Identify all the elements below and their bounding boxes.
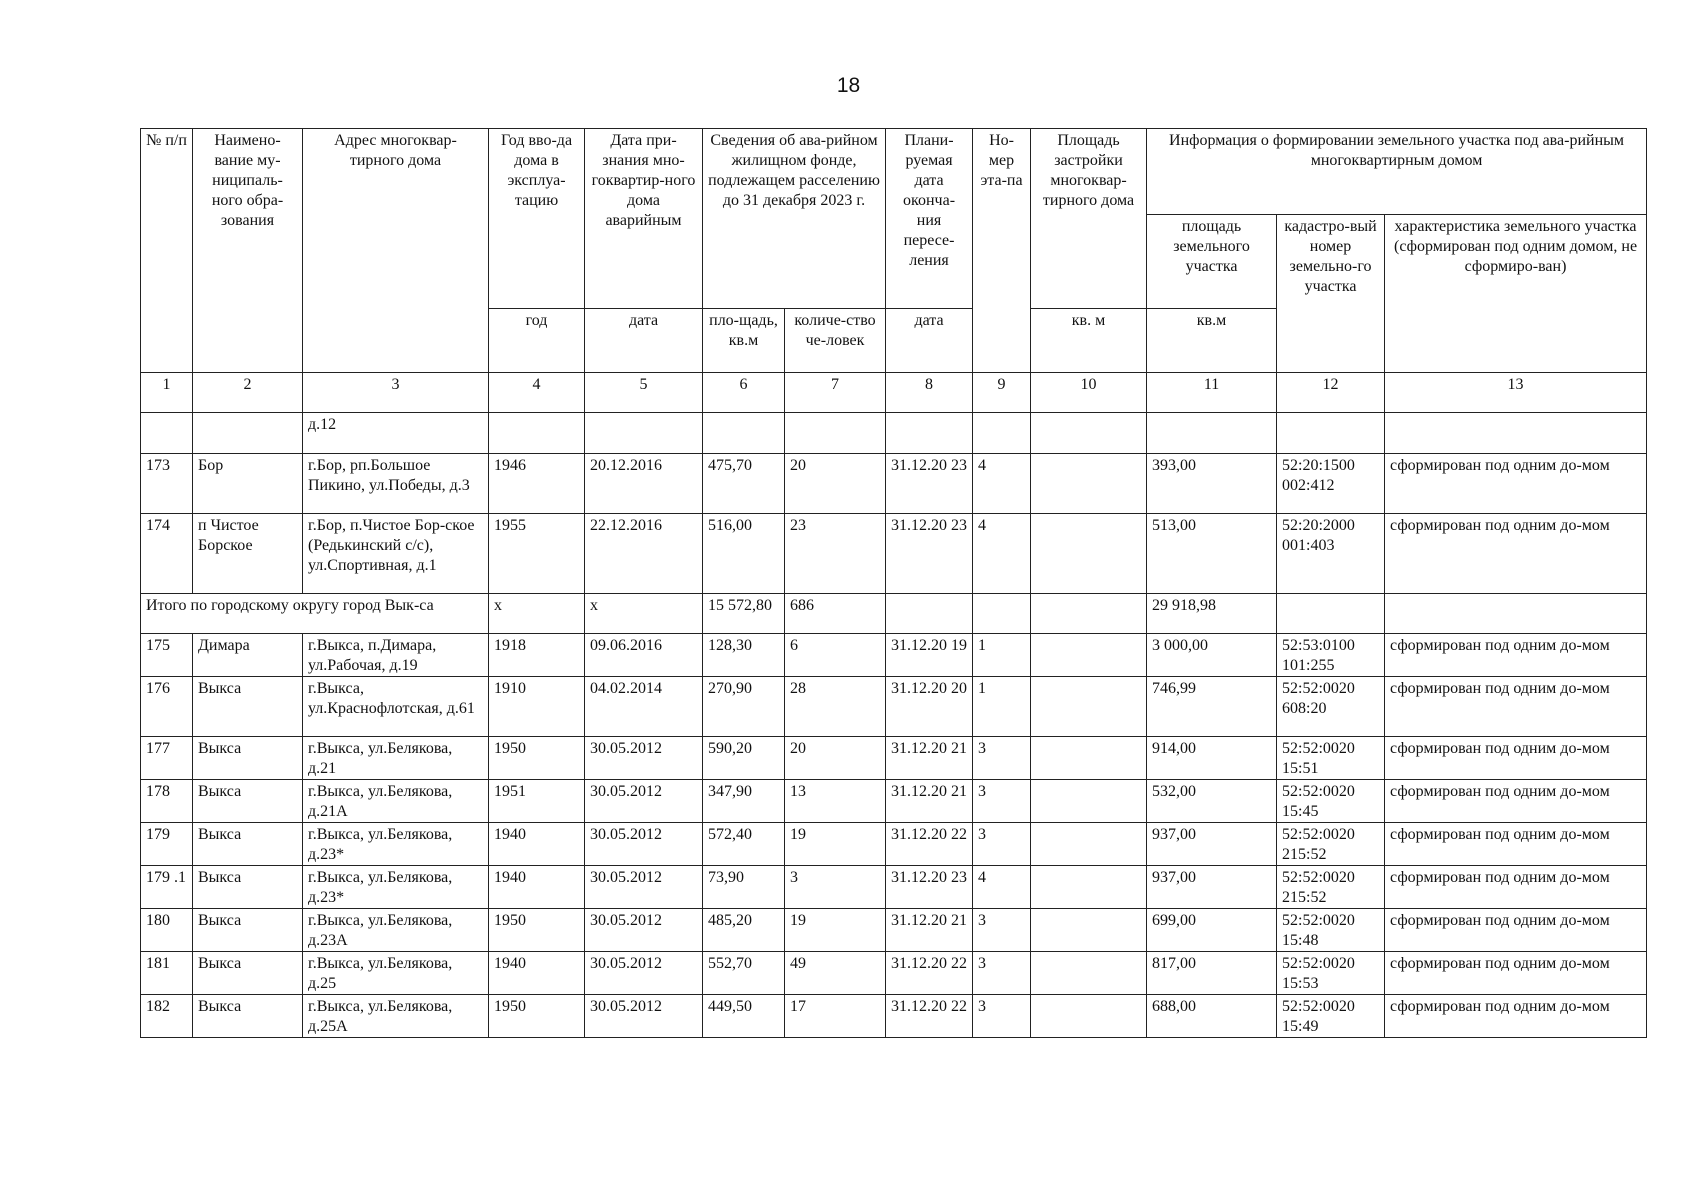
unit-land-area: кв.м — [1147, 309, 1277, 373]
row-land-characteristic: сформирован под одним до-мом — [1385, 677, 1647, 737]
row-municipality: Выкса — [193, 909, 303, 952]
row-building-area — [1031, 995, 1147, 1038]
header-land-info: Информация о формировании земельного участка под ава-рийным многоквартирным домом — [1147, 129, 1647, 215]
column-number: 11 — [1147, 373, 1277, 413]
row-address: г.Выкса, ул.Белякова, д.25А — [303, 995, 489, 1038]
row-planned-end: 31.12.20 20 — [886, 677, 973, 737]
table-row — [141, 995, 1647, 1038]
row-land-area: 532,00 — [1147, 780, 1277, 823]
row-land-area: 937,00 — [1147, 866, 1277, 909]
row-land-characteristic: сформирован под одним до-мом — [1385, 952, 1647, 995]
row-area: 128,30 — [703, 634, 785, 677]
column-number: 4 — [489, 373, 585, 413]
row-land-characteristic: сформирован под одним до-мом — [1385, 454, 1647, 514]
row-number: 176 — [141, 677, 193, 737]
row-year: 1940 — [489, 823, 585, 866]
row-cadastral-number: 52:52:0020 15:53 — [1277, 952, 1385, 995]
row-municipality: Выкса — [193, 737, 303, 780]
row-land-characteristic: сформирован под одним до-мом — [1385, 634, 1647, 677]
row-cadastral-number: 52:53:0100 101:255 — [1277, 634, 1385, 677]
row-municipality: Выкса — [193, 780, 303, 823]
header-fund-info: Сведения об ава-рийном жилищном фонде, подлежащем расселению до 31 декабря 2023 г. — [703, 129, 886, 309]
row-stage: 4 — [973, 454, 1031, 514]
row-address: г.Бор, рп.Большое Пикино, ул.Победы, д.3 — [303, 454, 489, 514]
header-municipality: Наимено-вание му-ниципаль-ного обра-зования — [193, 129, 303, 373]
row-area: 270,90 — [703, 677, 785, 737]
row-building-area — [1031, 737, 1147, 780]
row-stage: 4 — [973, 514, 1031, 594]
row-land-area: 746,99 — [1147, 677, 1277, 737]
total-area: 15 572,80 — [703, 594, 785, 634]
table-row — [141, 952, 1647, 995]
column-number: 13 — [1385, 373, 1647, 413]
row-number: 175 — [141, 634, 193, 677]
column-number: 1 — [141, 373, 193, 413]
header-planned-end: Плани-руемая дата оконча-ния пересе-ления — [886, 129, 973, 309]
row-municipality: п Чистое Борское — [193, 514, 303, 594]
column-number: 3 — [303, 373, 489, 413]
row-area: 516,00 — [703, 514, 785, 594]
row-emergency-date: 04.02.2014 — [585, 677, 703, 737]
row-planned-end: 31.12.20 22 — [886, 823, 973, 866]
row-planned-end: 31.12.20 23 — [886, 514, 973, 594]
total-row — [141, 594, 1647, 634]
row-year: 1951 — [489, 780, 585, 823]
row-planned-end: 31.12.20 23 — [886, 866, 973, 909]
total-date: х — [585, 594, 703, 634]
row-address: г.Выкса, ул.Белякова, д.21А — [303, 780, 489, 823]
row-building-area — [1031, 514, 1147, 594]
header-number: № п/п — [141, 129, 193, 373]
continuation-row — [141, 413, 1647, 454]
row-planned-end: 31.12.20 23 — [886, 454, 973, 514]
row-municipality: Выкса — [193, 677, 303, 737]
row-municipality: Выкса — [193, 995, 303, 1038]
row-number: 178 — [141, 780, 193, 823]
row-planned-end: 31.12.20 22 — [886, 952, 973, 995]
row-land-area: 937,00 — [1147, 823, 1277, 866]
row-address: г.Выкса, ул.Белякова, д.25 — [303, 952, 489, 995]
unit-people: количе-ство че-ловек — [785, 309, 886, 373]
row-land-characteristic: сформирован под одним до-мом — [1385, 780, 1647, 823]
row-municipality: Выкса — [193, 866, 303, 909]
row-cadastral-number: 52:20:2000 001:403 — [1277, 514, 1385, 594]
row-people: 19 — [785, 823, 886, 866]
total-empty — [1277, 594, 1385, 634]
row-people: 3 — [785, 866, 886, 909]
unit-year: год — [489, 309, 585, 373]
header-land-area: площадь земельного участка — [1147, 215, 1277, 309]
row-planned-end: 31.12.20 22 — [886, 995, 973, 1038]
table-row — [141, 780, 1647, 823]
row-stage: 3 — [973, 823, 1031, 866]
row-people: 28 — [785, 677, 886, 737]
column-number: 9 — [973, 373, 1031, 413]
table-row — [141, 634, 1647, 677]
row-address: г.Бор, п.Чистое Бор-ское (Редькинский с/с), ул.Спортивная, д.1 — [303, 514, 489, 594]
total-label: Итого по городскому округу город Вык-са — [141, 594, 489, 634]
unit-date: дата — [585, 309, 703, 373]
row-year: 1950 — [489, 737, 585, 780]
row-building-area — [1031, 866, 1147, 909]
row-year: 1955 — [489, 514, 585, 594]
row-number: 173 — [141, 454, 193, 514]
header-building-area: Площадь застройки многоквар-тирного дома — [1031, 129, 1147, 309]
column-number: 12 — [1277, 373, 1385, 413]
row-number: 179 .1 — [141, 866, 193, 909]
row-stage: 3 — [973, 952, 1031, 995]
row-cadastral-number: 52:52:0020 15:48 — [1277, 909, 1385, 952]
row-year: 1940 — [489, 866, 585, 909]
row-cadastral-number: 52:52:0020 15:49 — [1277, 995, 1385, 1038]
row-stage: 3 — [973, 995, 1031, 1038]
row-land-area: 914,00 — [1147, 737, 1277, 780]
column-numbers-row — [141, 373, 1647, 413]
row-stage: 1 — [973, 634, 1031, 677]
row-address: г.Выкса, ул.Белякова, д.23* — [303, 866, 489, 909]
row-land-area: 393,00 — [1147, 454, 1277, 514]
row-people: 17 — [785, 995, 886, 1038]
table-row — [141, 737, 1647, 780]
row-cadastral-number: 52:52:0020 215:52 — [1277, 823, 1385, 866]
row-year: 1940 — [489, 952, 585, 995]
row-address: г.Выкса, ул.Краснофлотская, д.61 — [303, 677, 489, 737]
row-land-characteristic: сформирован под одним до-мом — [1385, 909, 1647, 952]
row-cadastral-number: 52:52:0020 608:20 — [1277, 677, 1385, 737]
total-empty — [1031, 594, 1147, 634]
row-stage: 1 — [973, 677, 1031, 737]
row-emergency-date: 30.05.2012 — [585, 952, 703, 995]
table-row — [141, 823, 1647, 866]
unit-end-date: дата — [886, 309, 973, 373]
column-number: 8 — [886, 373, 973, 413]
row-municipality: Димара — [193, 634, 303, 677]
row-stage: 4 — [973, 866, 1031, 909]
row-year: 1918 — [489, 634, 585, 677]
row-land-area: 3 000,00 — [1147, 634, 1277, 677]
row-number: 177 — [141, 737, 193, 780]
emergency-housing-table — [140, 128, 1647, 1038]
table-row — [141, 866, 1647, 909]
header-commission-year: Год вво-да дома в эксплуа-тацию — [489, 129, 585, 309]
row-cadastral-number: 52:52:0020 15:51 — [1277, 737, 1385, 780]
row-area: 475,70 — [703, 454, 785, 514]
row-municipality: Выкса — [193, 823, 303, 866]
row-land-characteristic: сформирован под одним до-мом — [1385, 823, 1647, 866]
row-people: 20 — [785, 454, 886, 514]
total-empty — [886, 594, 973, 634]
row-municipality: Выкса — [193, 952, 303, 995]
total-empty — [973, 594, 1031, 634]
row-number: 182 — [141, 995, 193, 1038]
table-row — [141, 909, 1647, 952]
row-number: 179 — [141, 823, 193, 866]
column-number: 7 — [785, 373, 886, 413]
row-building-area — [1031, 823, 1147, 866]
row-emergency-date: 22.12.2016 — [585, 514, 703, 594]
row-people: 23 — [785, 514, 886, 594]
row-emergency-date: 30.05.2012 — [585, 866, 703, 909]
row-area: 73,90 — [703, 866, 785, 909]
column-number: 6 — [703, 373, 785, 413]
row-emergency-date: 30.05.2012 — [585, 823, 703, 866]
row-land-characteristic: сформирован под одним до-мом — [1385, 866, 1647, 909]
row-land-area: 513,00 — [1147, 514, 1277, 594]
row-municipality: Бор — [193, 454, 303, 514]
row-land-area: 699,00 — [1147, 909, 1277, 952]
row-area: 485,20 — [703, 909, 785, 952]
row-land-area: 817,00 — [1147, 952, 1277, 995]
header-emergency-date: Дата при-знания мно-гоквартир-ного дома аварийным — [585, 129, 703, 309]
header-land-characteristic: характеристика земельного участка (сформирован под одним домом, не сформиро-ван) — [1385, 215, 1647, 373]
header-address: Адрес многоквар-тирного дома — [303, 129, 489, 373]
row-cadastral-number: 52:20:1500 002:412 — [1277, 454, 1385, 514]
total-year: х — [489, 594, 585, 634]
row-address: г.Выкса, п.Димара, ул.Рабочая, д.19 — [303, 634, 489, 677]
row-stage: 3 — [973, 780, 1031, 823]
row-planned-end: 31.12.20 21 — [886, 737, 973, 780]
row-emergency-date: 30.05.2012 — [585, 995, 703, 1038]
row-number: 174 — [141, 514, 193, 594]
total-empty — [1385, 594, 1647, 634]
row-emergency-date: 09.06.2016 — [585, 634, 703, 677]
row-cadastral-number: 52:52:0020 215:52 — [1277, 866, 1385, 909]
row-emergency-date: 30.05.2012 — [585, 909, 703, 952]
row-land-characteristic: сформирован под одним до-мом — [1385, 995, 1647, 1038]
row-year: 1910 — [489, 677, 585, 737]
unit-building-area: кв. м — [1031, 309, 1147, 373]
total-people: 686 — [785, 594, 886, 634]
row-land-characteristic: сформирован под одним до-мом — [1385, 737, 1647, 780]
row-people: 20 — [785, 737, 886, 780]
row-area: 552,70 — [703, 952, 785, 995]
row-people: 49 — [785, 952, 886, 995]
row-emergency-date: 30.05.2012 — [585, 780, 703, 823]
row-people: 13 — [785, 780, 886, 823]
header-cadastral-number: кадастро-вый номер земельно-го участка — [1277, 215, 1385, 373]
table-row — [141, 514, 1647, 594]
row-address: г.Выкса, ул.Белякова, д.21 — [303, 737, 489, 780]
page-number: 18 — [836, 74, 861, 97]
table-row — [141, 677, 1647, 737]
row-emergency-date: 20.12.2016 — [585, 454, 703, 514]
total-land-area: 29 918,98 — [1147, 594, 1277, 634]
row-planned-end: 31.12.20 21 — [886, 909, 973, 952]
continuation-address: д.12 — [303, 413, 489, 454]
column-number: 5 — [585, 373, 703, 413]
row-address: г.Выкса, ул.Белякова, д.23* — [303, 823, 489, 866]
row-area: 449,50 — [703, 995, 785, 1038]
row-building-area — [1031, 634, 1147, 677]
row-land-characteristic: сформирован под одним до-мом — [1385, 514, 1647, 594]
row-number: 180 — [141, 909, 193, 952]
row-year: 1946 — [489, 454, 585, 514]
row-building-area — [1031, 454, 1147, 514]
row-year: 1950 — [489, 995, 585, 1038]
row-planned-end: 31.12.20 19 — [886, 634, 973, 677]
row-stage: 3 — [973, 909, 1031, 952]
header-stage: Но-мер эта-па — [973, 129, 1031, 373]
row-cadastral-number: 52:52:0020 15:45 — [1277, 780, 1385, 823]
row-area: 590,20 — [703, 737, 785, 780]
row-people: 19 — [785, 909, 886, 952]
row-number: 181 — [141, 952, 193, 995]
row-stage: 3 — [973, 737, 1031, 780]
row-year: 1950 — [489, 909, 585, 952]
row-planned-end: 31.12.20 21 — [886, 780, 973, 823]
row-area: 572,40 — [703, 823, 785, 866]
row-building-area — [1031, 780, 1147, 823]
unit-area: пло-щадь, кв.м — [703, 309, 785, 373]
row-land-area: 688,00 — [1147, 995, 1277, 1038]
row-emergency-date: 30.05.2012 — [585, 737, 703, 780]
table-row — [141, 454, 1647, 514]
column-number: 2 — [193, 373, 303, 413]
row-address: г.Выкса, ул.Белякова, д.23А — [303, 909, 489, 952]
row-building-area — [1031, 677, 1147, 737]
row-building-area — [1031, 952, 1147, 995]
row-area: 347,90 — [703, 780, 785, 823]
row-people: 6 — [785, 634, 886, 677]
column-number: 10 — [1031, 373, 1147, 413]
row-building-area — [1031, 909, 1147, 952]
